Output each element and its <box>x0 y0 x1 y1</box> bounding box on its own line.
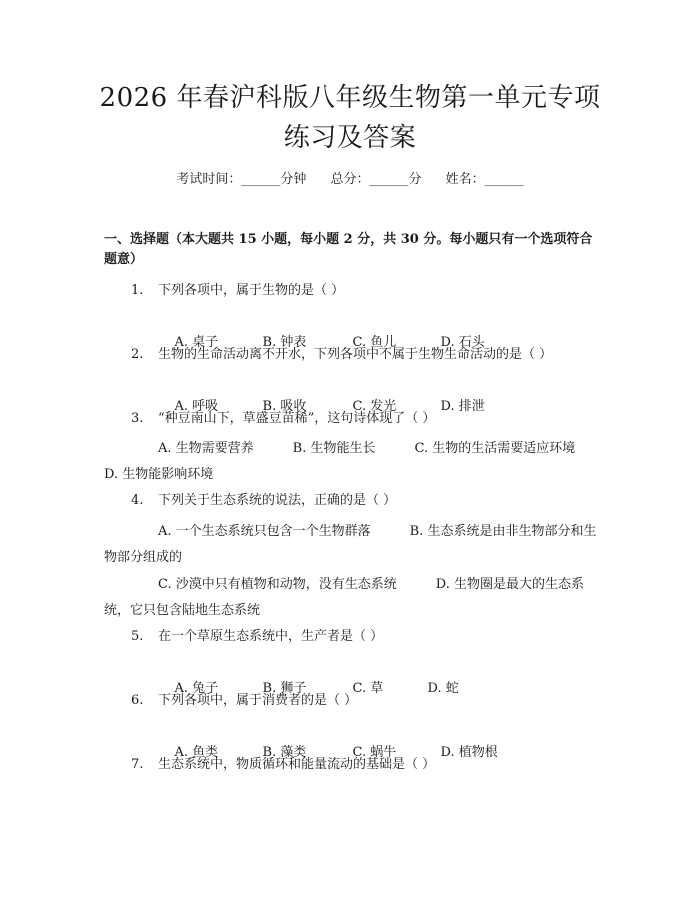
question-text: “种豆南山下，草盛豆苗稀”，这句诗体现了（ ） <box>158 411 436 426</box>
question-text: 下列关于生态系统的说法，正确的是（ ） <box>158 493 397 508</box>
question-number: 6. <box>131 693 144 708</box>
option-c: C. 草 <box>352 681 384 696</box>
option-d: D. 排泄 <box>440 399 485 414</box>
option-c: C. 鱼儿 <box>352 335 397 350</box>
question-number: 4. <box>131 493 144 508</box>
option-d: D. 生物能影响环境 <box>104 467 214 482</box>
exam-time-field: 考试时间：______分钟 <box>176 172 307 187</box>
section-heading: 一、选择题（本大题共 15 小题，每小题 2 分，共 30 分。每小题只有一个选项符合题意） <box>104 232 593 267</box>
question-text: 生态系统中，物质循环和能量流动的基础是（ ） <box>158 757 436 772</box>
option-a: A. 生物需要营养 <box>158 441 254 456</box>
option-b: B. 狮子 <box>262 681 307 696</box>
option-c: C. 蜗牛 <box>352 745 397 760</box>
question-4-options-ab <box>104 519 600 571</box>
question-1 <box>131 281 601 301</box>
question-5 <box>131 627 601 647</box>
option-d: D. 植物根 <box>440 745 498 760</box>
total-score-field: 总分：______分 <box>330 172 422 187</box>
question-number: 2. <box>131 347 144 362</box>
student-name-field: 姓名：______ <box>445 172 524 187</box>
option-c: C. 沙漠中只有植物和动物，没有生态系统 <box>158 577 397 592</box>
question-6 <box>131 691 601 711</box>
option-d: D. 生物圈是最大的生态系统，它只包含陆地生态系统 <box>104 577 584 618</box>
document-title: 2026 年春沪科版八年级生物第一单元专项练习及答案 <box>99 83 601 153</box>
option-a: A. 一个生态系统只包含一个生物群落 <box>158 524 371 539</box>
question-2 <box>131 345 601 365</box>
option-b: B. 生物能生长 <box>292 441 376 456</box>
question-text: 在一个草原生态系统中，生产者是（ ） <box>158 629 384 644</box>
question-text: 下列各项中，属于消费者的是（ ） <box>158 693 358 708</box>
option-d: D. 蛇 <box>427 681 459 696</box>
question-text: 生物的生命活动离不开水，下列各项中不属于生物生命活动的是（ ） <box>158 347 553 362</box>
option-d: D. 石头 <box>440 335 485 350</box>
question-3-options <box>104 436 600 488</box>
question-number: 1. <box>131 283 144 298</box>
option-c: C. 生物的生活需要适应环境 <box>414 441 576 456</box>
option-a: A. 鱼类 <box>174 745 219 760</box>
option-c: C. 发光 <box>352 399 397 414</box>
question-3 <box>131 409 601 429</box>
option-b: B. 生态系统是由非生物部分和生物部分组成的 <box>104 524 597 565</box>
option-b: B. 藻类 <box>262 745 307 760</box>
option-b: B. 钟表 <box>262 335 307 350</box>
question-text: 下列各项中，属于生物的是（ ） <box>158 283 345 298</box>
question-4 <box>131 491 601 511</box>
question-7 <box>131 755 601 775</box>
option-a: A. 呼吸 <box>174 399 219 414</box>
question-number: 5. <box>131 629 144 644</box>
option-a: A. 桌子 <box>174 335 219 350</box>
exam-meta <box>0 168 700 187</box>
question-number: 3. <box>131 411 144 426</box>
option-b: B. 吸收 <box>262 399 307 414</box>
option-a: A. 兔子 <box>174 681 219 696</box>
question-4-options-cd <box>104 572 600 624</box>
question-number: 7. <box>131 757 144 772</box>
